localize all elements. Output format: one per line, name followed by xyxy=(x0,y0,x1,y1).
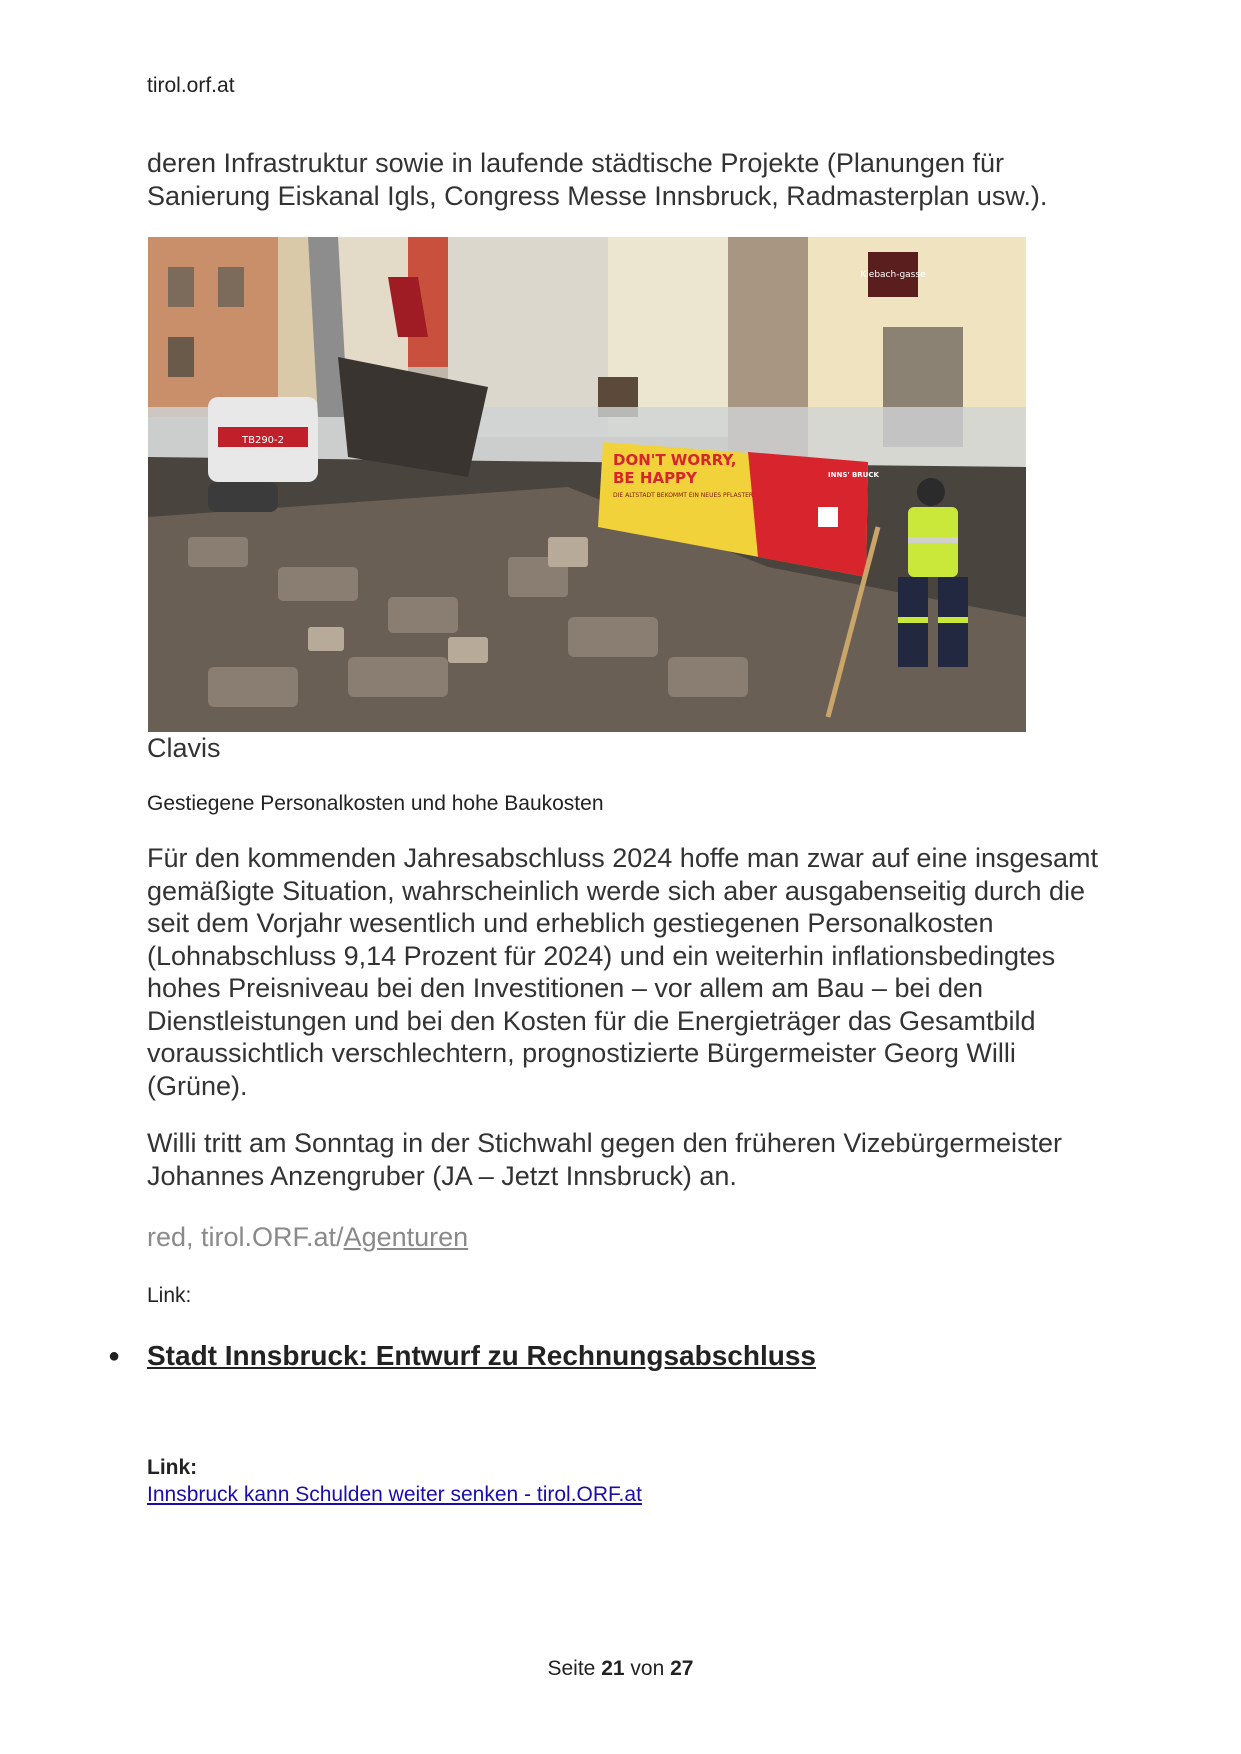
source-link-label: Link: xyxy=(147,1456,198,1479)
site-header: tirol.orf.at xyxy=(147,74,235,97)
runoff-paragraph: Willi tritt am Sonntag in der Stichwahl gegen den früheren Vizebürgermeister Johannes Anzengruber (JA – Jetzt Innsbruck) an. xyxy=(147,1128,1062,1191)
footer-prefix: Seite xyxy=(547,1657,596,1680)
credit-prefix: red, tirol.ORF.at/ xyxy=(147,1222,344,1252)
street-sign: Kiebach-gasse xyxy=(860,270,926,280)
banner-line1: DON'T WORRY, xyxy=(613,451,737,469)
construction-photo xyxy=(148,237,1026,732)
credit-line xyxy=(147,1222,468,1253)
banner-logo: INNS' BRUCK xyxy=(828,471,879,479)
source-link[interactable]: Innsbruck kann Schulden weiter senken - tirol.ORF.at xyxy=(147,1483,642,1506)
intro-paragraph: deren Infrastruktur sowie in laufende städtische Projekte (Planungen für Sanierung Eiskanal Igls, Congress Messe Innsbruck, Radmasterplan usw.). xyxy=(147,148,1048,211)
page-footer xyxy=(0,1657,1241,1681)
link-label: Link: xyxy=(147,1284,192,1307)
bullet-icon: ● xyxy=(108,1345,121,1367)
rechnungsabschluss-link[interactable]: Stadt Innsbruck: Entwurf zu Rechnungsabschluss xyxy=(147,1340,816,1371)
footer-middle: von xyxy=(630,1657,665,1680)
main-paragraph: Für den kommenden Jahresabschluss 2024 hoffe man zwar auf eine insgesamt gemäßigte Situation, wahrscheinlich werde sich aber ausgabenseitig durch die seit dem Vorjahr wesentlich und erheblich gestiegenen Personalkosten (Lohnabschluss 9,14 Prozent für 2024) und ein weiterhin inflationsbedingtes hohes Preisniveau bei den Investitionen – vor allem am Bau – bei den Dienstleistungen und bei den Kosten für die Energieträger das Gesamtbild voraussichtlich verschlechtern, prognostizierte Bürgermeister Georg Willi (Grüne). xyxy=(147,843,1099,1101)
footer-total-pages: 27 xyxy=(670,1657,694,1680)
banner-small: DIE ALTSTADT BEKOMMT EIN NEUES PFLASTER xyxy=(613,492,754,499)
photo-caption: Clavis xyxy=(147,733,221,763)
footer-page-number: 21 xyxy=(601,1657,625,1680)
credit-link[interactable]: Agenturen xyxy=(343,1222,469,1252)
banner-line2: BE HAPPY xyxy=(613,469,697,487)
excavator-label: TB290-2 xyxy=(241,435,285,446)
subheading: Gestiegene Personalkosten und hohe Baukosten xyxy=(147,792,604,815)
